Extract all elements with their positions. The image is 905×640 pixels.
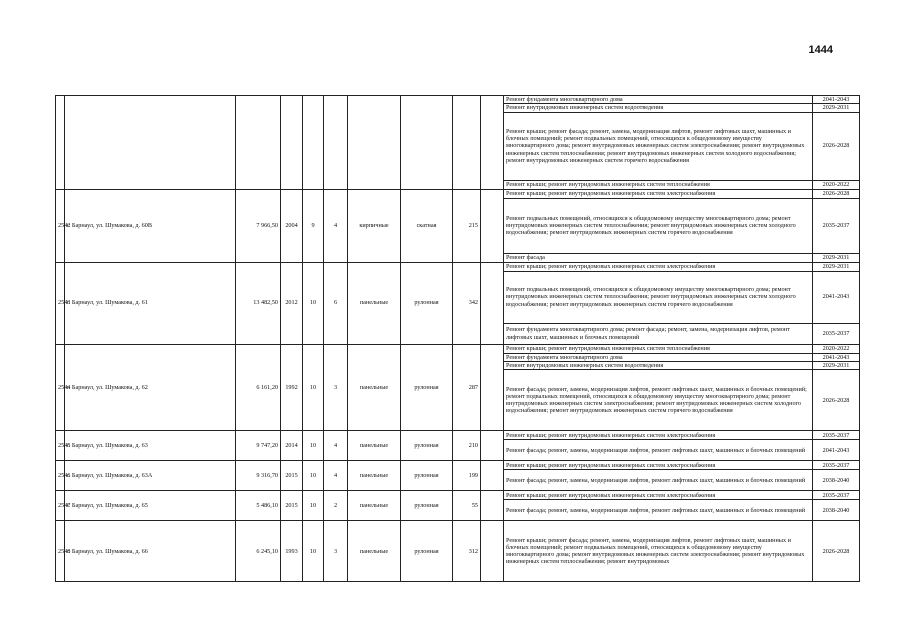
work-period-cell: 2041-2043 bbox=[813, 271, 860, 323]
address-cell: г. Барнаул, ул. Шумакова, д. 63 bbox=[65, 431, 236, 461]
entrances-cell: 6 bbox=[324, 262, 348, 344]
spacer-cell bbox=[481, 96, 504, 190]
spacer-cell bbox=[481, 461, 504, 491]
work-period-cell: 2026-2028 bbox=[813, 112, 860, 180]
work-period-cell: 2035-2037 bbox=[813, 491, 860, 500]
work-description-cell: Ремонт фундамента многоквартирного дома; ремонт фасада; ремонт, замена, модернизация лифтов, ремонт лифтовых шахт, машинных и блочных помещений bbox=[504, 323, 813, 344]
entrances-cell: 3 bbox=[324, 521, 348, 582]
row-number: 2542 bbox=[56, 189, 65, 262]
spacer-cell bbox=[481, 189, 504, 262]
entrances-cell: 4 bbox=[324, 431, 348, 461]
work-description-cell: Ремонт подвальных помещений, относящихся к общедомовому имуществу многоквартирного дома; ремонт внутридомовых инженерных систем теплоснабжения; ремонт внутридомовых инженерных систем холодного водоснабжения; ремонт внутридомовых инженерных систем горячего водоснабжения bbox=[504, 198, 813, 253]
repair-schedule-table bbox=[55, 95, 860, 582]
area-cell bbox=[236, 96, 281, 190]
area-cell: 6 161,20 bbox=[236, 344, 281, 431]
work-description-cell: Ремонт фундамента многоквартирного дома bbox=[504, 96, 813, 104]
work-description-cell: Ремонт крыши; ремонт внутридомовых инженерных систем электроснабжения bbox=[504, 189, 813, 198]
area-cell: 13 482,50 bbox=[236, 262, 281, 344]
work-period-cell: 2041-2043 bbox=[813, 353, 860, 361]
work-description-cell: Ремонт крыши; ремонт внутридомовых инженерных систем электроснабжения bbox=[504, 461, 813, 470]
floors-cell: 10 bbox=[303, 521, 324, 582]
year-built-cell: 2012 bbox=[281, 262, 303, 344]
work-period-cell: 2041-2043 bbox=[813, 440, 860, 461]
year-built-cell: 1992 bbox=[281, 344, 303, 431]
work-description-cell: Ремонт крыши; ремонт внутридомовых инженерных систем электроснабжения bbox=[504, 491, 813, 500]
work-description-cell: Ремонт крыши; ремонт фасада; ремонт, замена, модернизация лифтов, ремонт лифтовых шахт, машинных и блочных помещений; ремонт подвальных помещений, относящихся к общедомовому имуществу многоквартирного дома; ремонт внутридомовых инженерных систем электроснабжения; ремонт внутридомовых инженерных систем теплоснабжения; ремонт внутридомовых bbox=[504, 521, 813, 582]
row-number: 2547 bbox=[56, 491, 65, 521]
work-period-cell: 2035-2037 bbox=[813, 323, 860, 344]
work-description-cell: Ремонт фасада; ремонт, замена, модернизация лифтов, ремонт лифтовых шахт, машинных и блочных помещений; ремонт подвальных помещений, относящихся к общедомовому имуществу многоквартирного дома; ремонт внутридомовых инженерных систем электроснабжения; ремонт внутридомовых инженерных систем холодного водоснабжения; ремонт внутридомовых инженерных систем горячего водоснабжения bbox=[504, 370, 813, 431]
roof-type-cell: рулонная bbox=[401, 491, 453, 521]
roof-type-cell bbox=[401, 96, 453, 190]
address-cell: г. Барнаул, ул. Шумакова, д. 66 bbox=[65, 521, 236, 582]
work-description-cell: Ремонт внутридомовых инженерных систем водоотведения bbox=[504, 361, 813, 369]
work-description-cell: Ремонт крыши; ремонт внутридомовых инженерных систем электроснабжения bbox=[504, 262, 813, 271]
residents-cell: 287 bbox=[453, 344, 481, 431]
work-description-cell: Ремонт внутридомовых инженерных систем водоотведения bbox=[504, 104, 813, 112]
work-period-cell: 2035-2037 bbox=[813, 461, 860, 470]
work-period-cell: 2029-2031 bbox=[813, 104, 860, 112]
year-built-cell: 2014 bbox=[281, 431, 303, 461]
wall-material-cell: панельные bbox=[348, 491, 401, 521]
year-built-cell bbox=[281, 96, 303, 190]
wall-material-cell: панельные bbox=[348, 461, 401, 491]
entrances-cell: 4 bbox=[324, 189, 348, 262]
residents-cell: 312 bbox=[453, 521, 481, 582]
roof-type-cell: рулонная bbox=[401, 262, 453, 344]
roof-type-cell: рулонная bbox=[401, 521, 453, 582]
area-cell: 9 747,20 bbox=[236, 431, 281, 461]
row-number: 2548 bbox=[56, 521, 65, 582]
table-row bbox=[56, 189, 860, 198]
residents-cell: 215 bbox=[453, 189, 481, 262]
table-row bbox=[56, 431, 860, 440]
entrances-cell: 2 bbox=[324, 491, 348, 521]
page-number: 1444 bbox=[808, 44, 833, 56]
floors-cell bbox=[303, 96, 324, 190]
spacer-cell bbox=[481, 491, 504, 521]
work-period-cell: 2038-2040 bbox=[813, 500, 860, 521]
address-cell: г. Барнаул, ул. Шумакова, д. 60В bbox=[65, 189, 236, 262]
area-cell: 9 316,70 bbox=[236, 461, 281, 491]
row-number: 2545 bbox=[56, 431, 65, 461]
floors-cell: 10 bbox=[303, 344, 324, 431]
work-period-cell: 2026-2028 bbox=[813, 521, 860, 582]
work-period-cell: 2035-2037 bbox=[813, 198, 860, 253]
work-period-cell: 2038-2040 bbox=[813, 470, 860, 491]
roof-type-cell: скатная bbox=[401, 189, 453, 262]
address-cell bbox=[65, 96, 236, 190]
year-built-cell: 1993 bbox=[281, 521, 303, 582]
entrances-cell: 3 bbox=[324, 344, 348, 431]
work-description-cell: Ремонт фасада; ремонт, замена, модернизация лифтов, ремонт лифтовых шахт, машинных и блочных помещений bbox=[504, 500, 813, 521]
work-description-cell: Ремонт подвальных помещений, относящихся к общедомовому имуществу многоквартирного дома; ремонт внутридомовых инженерных систем теплоснабжения; ремонт внутридомовых инженерных систем холодного водоснабжения; ремонт внутридомовых инженерных систем горячего водоснабжения bbox=[504, 271, 813, 323]
work-description-cell: Ремонт крыши; ремонт внутридомовых инженерных систем теплоснабжения bbox=[504, 180, 813, 189]
floors-cell: 9 bbox=[303, 189, 324, 262]
work-description-cell: Ремонт крыши; ремонт внутридомовых инженерных систем теплоснабжения bbox=[504, 344, 813, 353]
table-row bbox=[56, 461, 860, 470]
wall-material-cell: кирпичные bbox=[348, 189, 401, 262]
floors-cell: 10 bbox=[303, 262, 324, 344]
work-period-cell: 2026-2028 bbox=[813, 189, 860, 198]
wall-material-cell: панельные bbox=[348, 344, 401, 431]
residents-cell: 55 bbox=[453, 491, 481, 521]
year-built-cell: 2004 bbox=[281, 189, 303, 262]
table-row bbox=[56, 96, 860, 104]
row-number: 2544 bbox=[56, 344, 65, 431]
row-number bbox=[56, 96, 65, 190]
work-description-cell: Ремонт крыши; ремонт фасада; ремонт, замена, модернизация лифтов, ремонт лифтовых шахт, машинных и блочных помещений; ремонт подвальных помещений, относящихся к общедомовому имуществу многоквартирного дома; ремонт внутридомовых инженерных систем электроснабжения; ремонт внутридомовых инженерных систем теплоснабжения; ремонт внутридомовых инженерных систем холодного водоснабжения; ремонт внутридомовых инженерных систем горячего водоснабжения bbox=[504, 112, 813, 180]
table-row bbox=[56, 521, 860, 582]
residents-cell: 210 bbox=[453, 431, 481, 461]
floors-cell: 10 bbox=[303, 461, 324, 491]
wall-material-cell: панельные bbox=[348, 521, 401, 582]
address-cell: г. Барнаул, ул. Шумакова, д. 62 bbox=[65, 344, 236, 431]
roof-type-cell: рулонная bbox=[401, 431, 453, 461]
residents-cell: 342 bbox=[453, 262, 481, 344]
work-description-cell: Ремонт фасада; ремонт, замена, модернизация лифтов, ремонт лифтовых шахт, машинных и блочных помещений bbox=[504, 470, 813, 491]
work-period-cell: 2020-2022 bbox=[813, 344, 860, 353]
address-cell: г. Барнаул, ул. Шумакова, д. 63А bbox=[65, 461, 236, 491]
table-row bbox=[56, 491, 860, 500]
roof-type-cell: рулонная bbox=[401, 344, 453, 431]
spacer-cell bbox=[481, 521, 504, 582]
table-row bbox=[56, 344, 860, 353]
residents-cell: 199 bbox=[453, 461, 481, 491]
address-cell: г. Барнаул, ул. Шумакова, д. 65 bbox=[65, 491, 236, 521]
work-description-cell: Ремонт фасада bbox=[504, 253, 813, 262]
work-description-cell: Ремонт фундамента многоквартирного дома bbox=[504, 353, 813, 361]
area-cell: 6 245,10 bbox=[236, 521, 281, 582]
roof-type-cell: рулонная bbox=[401, 461, 453, 491]
work-description-cell: Ремонт крыши; ремонт внутридомовых инженерных систем электроснабжения bbox=[504, 431, 813, 440]
work-period-cell: 2029-2031 bbox=[813, 253, 860, 262]
work-period-cell: 2020-2022 bbox=[813, 180, 860, 189]
wall-material-cell: панельные bbox=[348, 431, 401, 461]
row-number: 2546 bbox=[56, 461, 65, 491]
year-built-cell: 2015 bbox=[281, 461, 303, 491]
work-period-cell: 2029-2031 bbox=[813, 361, 860, 369]
spacer-cell bbox=[481, 431, 504, 461]
floors-cell: 10 bbox=[303, 491, 324, 521]
work-period-cell: 2026-2028 bbox=[813, 370, 860, 431]
floors-cell: 10 bbox=[303, 431, 324, 461]
year-built-cell: 2015 bbox=[281, 491, 303, 521]
work-period-cell: 2029-2031 bbox=[813, 262, 860, 271]
work-period-cell: 2035-2037 bbox=[813, 431, 860, 440]
spacer-cell bbox=[481, 262, 504, 344]
wall-material-cell: панельные bbox=[348, 262, 401, 344]
work-period-cell: 2041-2043 bbox=[813, 96, 860, 104]
entrances-cell bbox=[324, 96, 348, 190]
work-description-cell: Ремонт фасада; ремонт, замена, модернизация лифтов, ремонт лифтовых шахт, машинных и блочных помещений bbox=[504, 440, 813, 461]
address-cell: г. Барнаул, ул. Шумакова, д. 61 bbox=[65, 262, 236, 344]
wall-material-cell bbox=[348, 96, 401, 190]
area-cell: 5 486,10 bbox=[236, 491, 281, 521]
spacer-cell bbox=[481, 344, 504, 431]
entrances-cell: 4 bbox=[324, 461, 348, 491]
residents-cell bbox=[453, 96, 481, 190]
row-number: 2543 bbox=[56, 262, 65, 344]
area-cell: 7 966,50 bbox=[236, 189, 281, 262]
table-row bbox=[56, 262, 860, 271]
